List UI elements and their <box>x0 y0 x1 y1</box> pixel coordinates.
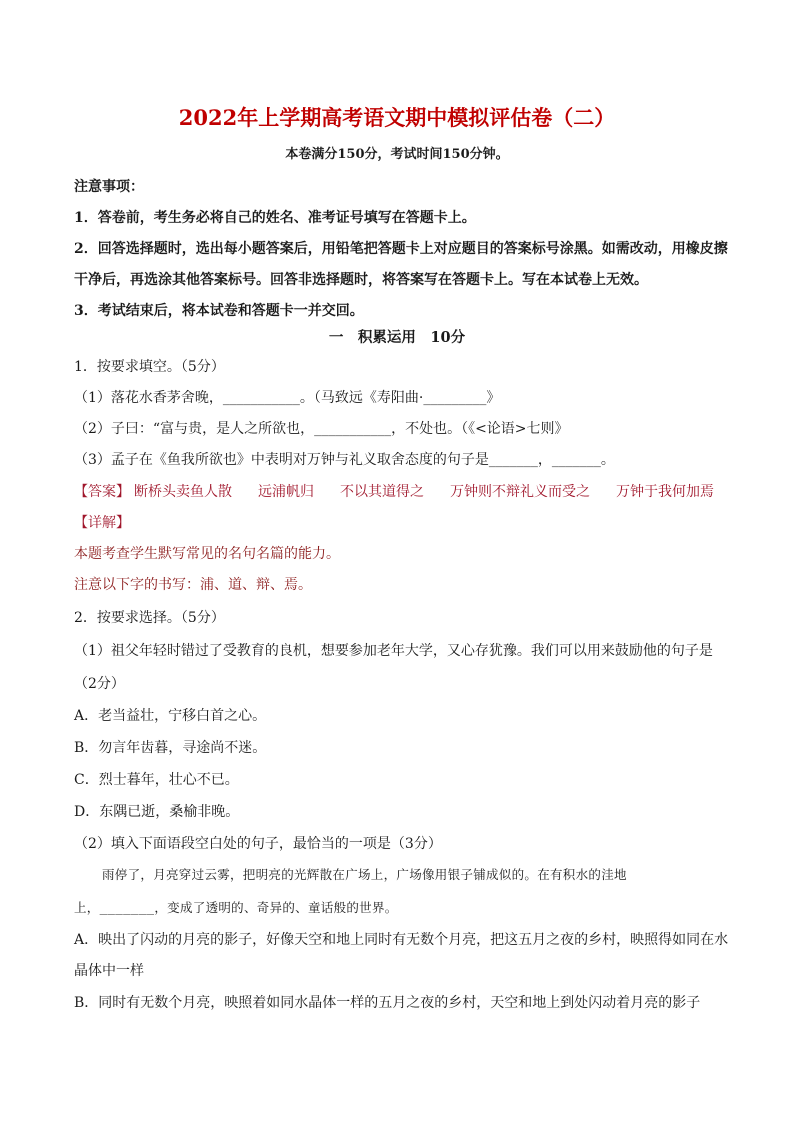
detail-tag: 【详解】 <box>74 515 130 531</box>
answer-2: 远浦帆归 <box>258 484 314 500</box>
notice-item-2-cont: 干净后，再选涂其他答案标号。回答非选择题时，将答案写在答题卡上。写在本试卷上无效。 <box>74 272 648 288</box>
q1-answer-line <box>74 483 740 501</box>
answer-4: 万钟则不辩礼义而受之 <box>450 484 590 500</box>
notice-item-2: 2．回答选择题时，选出每小题答案后，用铅笔把答题卡上对应题目的答案标号涂黑。如需改动，用橡皮擦 <box>74 241 728 257</box>
q2-sub2-option-a-line1: A．映出了闪动的月亮的影子，好像天空和地上同时有无数个月亮，把这五月之夜的乡村，映照得如同在水 <box>74 932 729 948</box>
q1-part-3: （3）孟子在《鱼我所欲也》中表明对万钟与礼义取舍态度的句子是_______，_______。 <box>74 452 615 468</box>
q2-sub2-option-b: B．同时有无数个月亮，映照着如同水晶体一样的五月之夜的乡村，天空和地上到处闪动着月亮的影子 <box>74 995 701 1011</box>
q2-option-b: B．勿言年齿暮，寻途尚不迷。 <box>74 740 267 756</box>
answer-1: 断桥头卖鱼人散 <box>134 484 232 500</box>
q1-stem: 1．按要求填空。（5分） <box>74 359 225 375</box>
notice-item-3: 3．考试结束后，将本试卷和答题卡一并交回。 <box>74 303 364 319</box>
answer-tag: 【答案】 <box>74 484 130 500</box>
passage-line-2: 上，_______，变成了透明的、奇异的、童话般的世界。 <box>74 900 398 915</box>
answer-3: 不以其道得之 <box>340 484 424 500</box>
passage-line-1: 雨停了，月亮穿过云雾，把明亮的光辉散在广场上，广场像用银子铺成似的。在有积水的洼地 <box>102 867 627 882</box>
answer-5: 万钟于我何加焉 <box>616 484 714 500</box>
q2-sub2: （2）填入下面语段空白处的句子，最恰当的一项是（3分） <box>74 836 442 852</box>
q2-stem: 2．按要求选择。（5分） <box>74 610 225 626</box>
exam-subtitle: 本卷满分150分，考试时间150分钟。 <box>285 147 509 162</box>
notice-item-1: 1．答卷前，考生务必将自己的姓名、准考证号填写在答题卡上。 <box>74 210 476 226</box>
q2-sub1-line2: （2分） <box>74 676 125 692</box>
q2-option-a: A．老当益壮，宁移白首之心。 <box>74 708 267 724</box>
section-heading: 一 积累运用 10分 <box>328 329 466 346</box>
q2-option-d: D．东隅已逝，桑榆非晚。 <box>74 804 240 820</box>
detail-text-2: 注意以下字的书写：浦、道、辩、焉。 <box>74 577 312 593</box>
q1-part-1: （1）落花水香茅舍晚，___________。（马致远《寿阳曲·_________》 <box>74 390 501 406</box>
notice-heading: 注意事项： <box>74 179 144 195</box>
q2-sub1-line1: （1）祖父年轻时错过了受教育的良机，想要参加老年大学，又心存犹豫。我们可以用来鼓励他的句子是 <box>74 643 713 659</box>
q2-sub2-option-a-line2: 晶体中一样 <box>74 963 144 979</box>
detail-text-1: 本题考查学生默写常见的名句名篇的能力。 <box>74 546 340 562</box>
q1-part-2: （2）子曰：“富与贵，是人之所欲也，___________，不处也。（《<论语>七则》 <box>74 421 569 437</box>
q2-option-c: C．烈士暮年，壮心不已。 <box>74 772 239 788</box>
page-title: 2022年上学期高考语文期中模拟评估卷（二） <box>178 105 616 130</box>
